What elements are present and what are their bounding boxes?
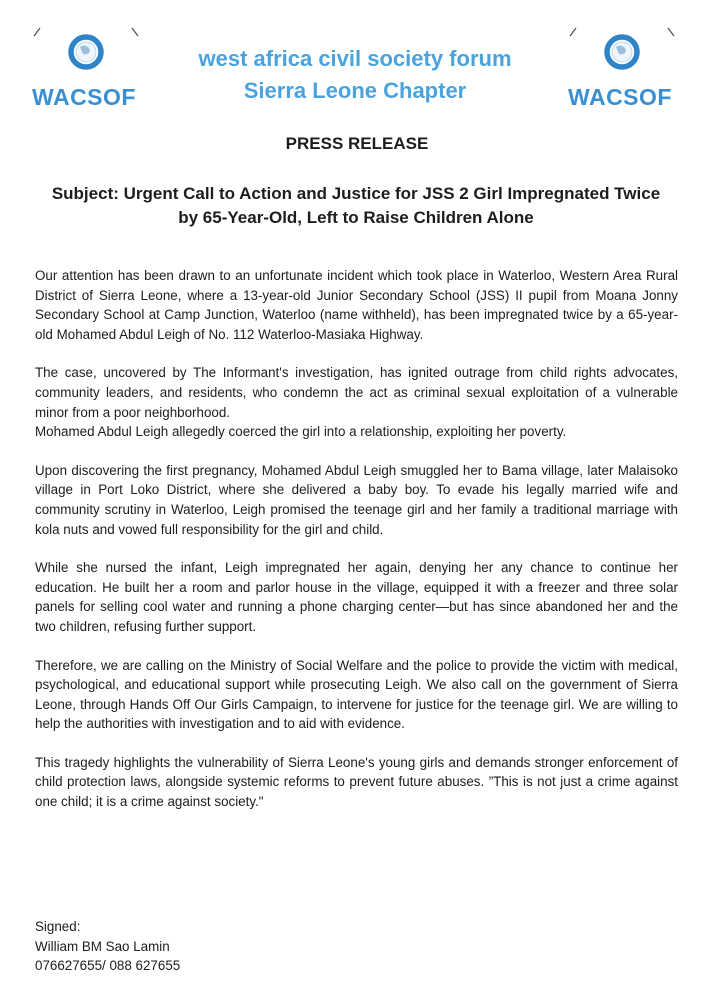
signatory-name: William BM Sao Lamin bbox=[35, 938, 170, 954]
subject-line-2: by 65-Year-Old, Left to Raise Children Alone bbox=[178, 208, 534, 227]
paragraph: Mohamed Abdul Leigh allegedly coerced the girl into a relationship, exploiting her poverty. bbox=[35, 424, 567, 440]
signature-block bbox=[35, 917, 435, 976]
signature-label: Signed: bbox=[35, 919, 81, 934]
paragraph: This tragedy highlights the vulnerability of Sierra Leone's young girls and demands stronger enforcement of child protection laws, alongside systemic reforms to prevent future abuses. ”This is not just a crime against one child; it is a crime against society." bbox=[35, 754, 678, 810]
paragraph: While she nursed the infant, Leigh impregnated her again, denying her any chance to continue her education. He built her a room and parlor house in the village, equipped it with a freezer and three solar panels for selling cool water and running a phone charging center—but has since abandoned her and the two children, refusing further support. bbox=[35, 560, 678, 634]
wacsof-logo-right bbox=[560, 22, 680, 122]
subject-line-1: Subject: Urgent Call to Action and Justice for JSS 2 Girl Impregnated Twice bbox=[51, 184, 661, 203]
paragraph: Therefore, we are calling on the Ministry of Social Welfare and the police to provide the victim with medical, psychological, and educational support while prosecuting Leigh. We also call on the government of Sierra Leone, through Hands Off Our Girls Campaign, to intervene for justice for the teenage girl. We are willing to help the authorities with investigation and to aid with evidence. bbox=[35, 657, 678, 732]
logo-wordmark: WACSOF bbox=[568, 84, 672, 110]
logo-wordmark: WACSOF bbox=[32, 84, 136, 110]
organization-name bbox=[150, 43, 560, 107]
subject-line bbox=[30, 182, 682, 230]
organization-line-1: west africa civil society forum bbox=[198, 46, 512, 71]
paragraph: Our attention has been drawn to an unfortunate incident which took place in Waterloo, Western Area Rural District of Sierra Leone, where a 13-year-old Junior Secondary School (JSS) II pupil from Moana Jonny Secondary School at Camp Junction, Waterloo (name withheld), has been impregnated twice by a 65-year-old Mohamed Abdul Leigh of No. 112 Waterloo-Masiaka Highway. bbox=[35, 268, 678, 342]
press-release-body bbox=[35, 266, 678, 831]
organization-line-2: Sierra Leone Chapter bbox=[243, 78, 467, 103]
wacsof-logo-left bbox=[24, 22, 144, 122]
paragraph: The case, uncovered by The Informant's investigation, has ignited outrage from child rights advocates, community leaders, and residents, who condemn the act as criminal sexual exploitation of a vulnerable minor from a poor neighborhood. bbox=[35, 365, 678, 420]
paragraph: Upon discovering the first pregnancy, Mohamed Abdul Leigh smuggled her to Bama village, later Malaisoko village in Port Loko District, where she delivered a baby boy. To evade his legally married wife and community scrutiny in Waterloo, Leigh promised the teenage girl and her family a traditional marriage with kola nuts and vowed full responsibility for the girl and child. bbox=[35, 462, 678, 537]
globe-icon bbox=[24, 22, 144, 92]
document-heading: PRESS RELEASE bbox=[285, 134, 429, 153]
signatory-phone: 076627655/ 088 627655 bbox=[35, 958, 181, 974]
globe-icon bbox=[560, 22, 680, 92]
